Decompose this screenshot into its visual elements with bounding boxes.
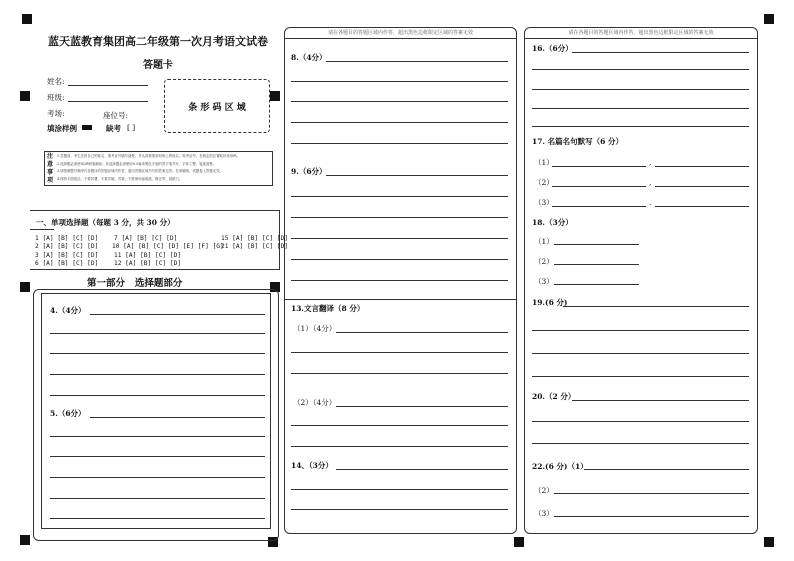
- seat-label: 座位号:: [103, 111, 129, 120]
- fill-example-swatch: [82, 125, 92, 130]
- timing-mark: [270, 91, 280, 101]
- answer-line[interactable]: [291, 217, 508, 218]
- answer-line[interactable]: [50, 498, 265, 499]
- answer-line[interactable]: [563, 306, 749, 307]
- question-4-label: 4.（4分）: [50, 306, 86, 315]
- note-line: 3.请按照题号顺序在各题目的答题区域内作答，超出答题区域书写的答案无效；在草稿纸、试题卷上答题无效。: [57, 169, 223, 173]
- answer-line[interactable]: [554, 493, 749, 494]
- mc-item[interactable]: 12 [A] [B] [C] [D]: [114, 260, 182, 267]
- notes-label-char: 注: [47, 153, 54, 160]
- answer-line[interactable]: [50, 353, 265, 354]
- mc-item[interactable]: 11 [A] [B] [C] [D]: [114, 252, 182, 259]
- question-22-3-label: （3）: [534, 509, 554, 518]
- question-13-2-label: （2）（4分）: [293, 398, 337, 407]
- answer-line[interactable]: [291, 509, 508, 510]
- name-field[interactable]: [68, 85, 148, 86]
- answer-line[interactable]: [291, 196, 508, 197]
- question-16-label: 16.（6分）: [532, 44, 573, 53]
- class-label: 班级:: [47, 93, 65, 102]
- answer-line[interactable]: [572, 400, 749, 401]
- timing-mark: [22, 14, 32, 24]
- answer-line[interactable]: [584, 469, 749, 470]
- notes-label-char: 项: [47, 177, 54, 184]
- answer-line[interactable]: [655, 206, 749, 207]
- answer-line[interactable]: [291, 101, 508, 102]
- answer-line[interactable]: [532, 443, 749, 444]
- answer-line[interactable]: [552, 166, 646, 167]
- answer-line[interactable]: [532, 126, 749, 127]
- timing-mark: [514, 537, 524, 547]
- answer-line[interactable]: [291, 489, 508, 490]
- answer-line[interactable]: [336, 332, 508, 333]
- answer-line[interactable]: [532, 69, 749, 70]
- question-8-label: 8.（4分）: [291, 53, 327, 62]
- answer-line[interactable]: [326, 61, 508, 62]
- answer-line[interactable]: [532, 89, 749, 90]
- answer-line[interactable]: [572, 52, 749, 53]
- answer-line[interactable]: [50, 333, 265, 334]
- separator-comma: ,: [649, 178, 652, 187]
- mc-item[interactable]: 21 [A] [B] [C] [D]: [221, 243, 289, 250]
- name-label: 姓名:: [47, 77, 65, 86]
- answer-line[interactable]: [291, 259, 508, 260]
- answer-line[interactable]: [291, 238, 508, 239]
- question-22-2-label: （2）: [534, 486, 554, 495]
- answer-line[interactable]: [532, 353, 749, 354]
- exam-title: 蓝天蓝教育集团高二年级第一次月考语文试卷: [48, 35, 268, 48]
- room-label: 考场:: [47, 109, 65, 118]
- answer-line[interactable]: [655, 166, 749, 167]
- notes-label-column: [47, 153, 55, 185]
- answer-line[interactable]: [532, 330, 749, 331]
- question-13-1-label: （1）（4分）: [293, 324, 337, 333]
- section-divider: [284, 299, 516, 300]
- part-title: 第一部分 选择题部分: [87, 278, 183, 289]
- timing-mark: [20, 535, 30, 545]
- answer-line[interactable]: [532, 108, 749, 109]
- mc-item[interactable]: 3 [A] [B] [C] [D]: [35, 252, 99, 259]
- answer-line[interactable]: [326, 175, 508, 176]
- barcode-label: 条 形 码 区 域: [188, 103, 246, 113]
- question-13-label: 13.文言翻译（8 分）: [291, 304, 365, 313]
- answer-sheet-subtitle: 答题卡: [143, 60, 173, 71]
- question-17-3-label: （3）: [534, 198, 554, 207]
- note-line: 4.保持卡面清洁，不要折叠，不要弄破、弄皱，不准使用涂改液、修正带、刮纸刀。: [57, 176, 183, 181]
- note-line: 1.答题前，考生先将自己的姓名、准考证号填写清楚，并认真核准条形码上的姓名、准考证号，在规定的位置贴好条形码。: [57, 154, 240, 158]
- answer-line[interactable]: [554, 284, 639, 285]
- question-17-1-label: （1）: [534, 158, 554, 167]
- answer-line[interactable]: [291, 280, 508, 281]
- absent-label: 缺考: [106, 124, 121, 133]
- separator-comma: ,: [649, 158, 652, 167]
- answer-line[interactable]: [655, 186, 749, 187]
- mc-item[interactable]: 1 [A] [B] [C] [D]: [35, 235, 99, 242]
- mc-item[interactable]: 2 [A] [B] [C] [D]: [35, 243, 99, 250]
- answer-line[interactable]: [291, 446, 508, 447]
- notes-label-char: 事: [47, 169, 54, 176]
- answer-line[interactable]: [554, 516, 749, 517]
- mc-heading-rule: [30, 229, 54, 230]
- mc-item[interactable]: 6 [A] [B] [C] [D]: [35, 260, 99, 267]
- timing-mark: [764, 14, 774, 24]
- notes-box: [44, 151, 273, 186]
- answer-line[interactable]: [532, 376, 749, 377]
- notice-banner: 请在各题目的答题区域内作答，超出黑色边框限定区域的答案无效: [285, 28, 516, 39]
- barcode-area: [164, 79, 270, 133]
- answer-line[interactable]: [50, 477, 265, 478]
- answer-line[interactable]: [291, 425, 508, 426]
- note-line: 2.选择题必须使用2B铅笔填涂；非选择题必须使用0.5毫米黑色字迹的签字笔书写，字体工整、笔迹清楚。: [57, 161, 217, 166]
- answer-line[interactable]: [291, 352, 508, 353]
- answer-line[interactable]: [552, 186, 646, 187]
- answer-line[interactable]: [336, 469, 508, 470]
- answer-line[interactable]: [50, 456, 265, 457]
- notes-label-char: 意: [47, 161, 54, 168]
- question-5-label: 5.（6分）: [50, 409, 86, 418]
- question-22-label: 22.(6 分)（1）: [532, 462, 588, 471]
- answer-line[interactable]: [291, 143, 508, 144]
- question-19-label: 19.(6 分): [532, 298, 568, 307]
- answer-line[interactable]: [50, 374, 265, 375]
- answer-line[interactable]: [554, 264, 639, 265]
- notice-banner: 请在各题目的答题区域内作答，超出黑色边框限定区域的答案无效: [525, 28, 757, 39]
- answer-line[interactable]: [50, 436, 265, 437]
- answer-line[interactable]: [291, 373, 508, 374]
- question-18-label: 18.（3分）: [532, 218, 573, 227]
- mc-item[interactable]: 10 [A] [B] [C] [D] [E] [F] [G]: [112, 243, 224, 250]
- question-20-label: 20.（2 分）: [532, 392, 576, 401]
- answer-line[interactable]: [291, 122, 508, 123]
- question-18-3-label: （3）: [534, 277, 554, 286]
- right-answer-panel: [524, 27, 758, 534]
- answer-line[interactable]: [554, 244, 639, 245]
- mc-heading: 一、单项选择题（每题 3 分，共 30 分）: [36, 218, 175, 227]
- question-18-1-label: （1）: [534, 237, 554, 246]
- absent-checkbox[interactable]: [ ]: [127, 123, 136, 132]
- question-14-label: 14、（3分）: [291, 461, 333, 470]
- question-17-label: 17. 名篇名句默写（6 分）: [532, 137, 623, 146]
- answer-line[interactable]: [552, 206, 646, 207]
- answer-line[interactable]: [90, 417, 265, 418]
- class-field[interactable]: [68, 101, 148, 102]
- answer-line[interactable]: [90, 314, 265, 315]
- mc-item[interactable]: 15 [A] [B] [C] [D]: [221, 235, 289, 242]
- separator-period: .: [649, 198, 652, 207]
- question-17-2-label: （2）: [534, 178, 554, 187]
- question-9-label: 9.（6分）: [291, 167, 327, 176]
- timing-mark: [20, 282, 30, 292]
- answer-line[interactable]: [50, 518, 265, 519]
- answer-line[interactable]: [532, 421, 749, 422]
- mc-item[interactable]: 7 [A] [B] [C] [D]: [114, 235, 178, 242]
- answer-line[interactable]: [291, 81, 508, 82]
- timing-mark: [764, 537, 774, 547]
- answer-line[interactable]: [50, 395, 265, 396]
- fill-example-label: 填涂样例: [47, 124, 77, 133]
- notes-text: [57, 153, 270, 183]
- timing-mark: [20, 91, 30, 101]
- answer-line[interactable]: [336, 406, 508, 407]
- question-18-2-label: （2）: [534, 257, 554, 266]
